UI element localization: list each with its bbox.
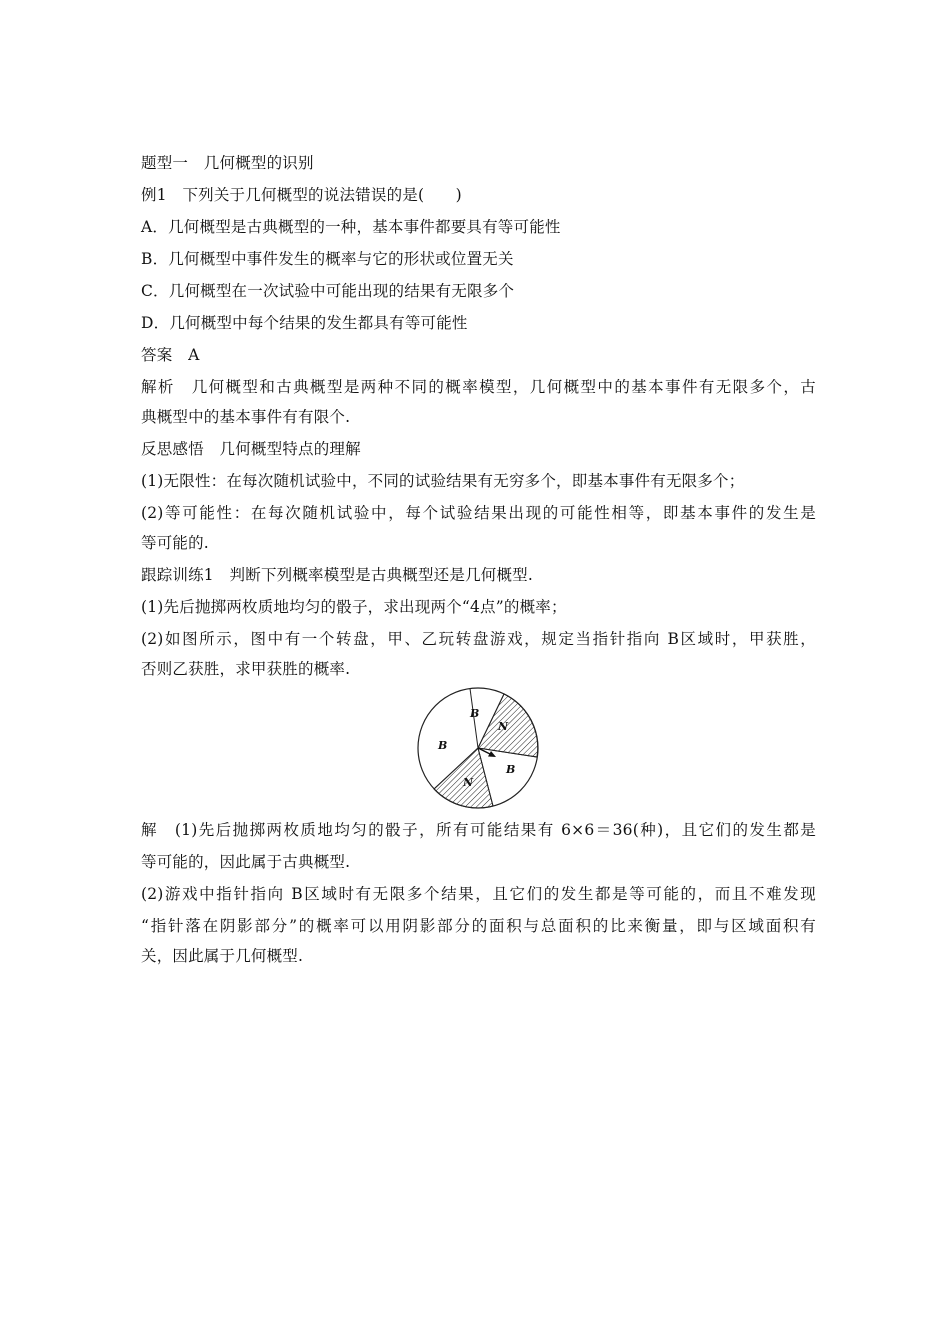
option-d: D．几何概型中每个结果的发生都具有等可能性 [141, 314, 468, 332]
reflection-point-1: (1)无限性：在每次随机试验中，不同的试验结果有无穷多个，即基本事件有无限多个； [141, 472, 745, 490]
section-title: 题型一 几何概型的识别 [141, 154, 314, 172]
label-n-bottom: N [463, 776, 474, 789]
reflection-point-2: (2)等可能性：在每次随机试验中，每个试验结果出现的可能性相等，即基本事件的发生是 [141, 504, 816, 522]
label-b-right: B [506, 763, 516, 776]
option-a: A．几何概型是古典概型的一种，基本事件都要具有等可能性 [141, 218, 561, 236]
solution-line-5: 关，因此属于几何概型. [141, 947, 304, 965]
spinner-figure [416, 686, 540, 810]
training-item-2: (2)如图所示，图中有一个转盘，甲、乙玩转盘游戏，规定当指针指向 B区域时，甲获胜， [141, 630, 816, 648]
training-title: 跟踪训练1 判断下列概率模型是古典概型还是几何概型. [141, 566, 533, 584]
label-b-left: B [438, 739, 448, 752]
solution-line-1: 解 (1)先后抛掷两枚质地均匀的骰子，所有可能结果有 6×6＝36(种)，且它们的发生都是 [141, 821, 816, 839]
solution-line-3: (2)游戏中指针指向 B区域时有无限多个结果，且它们的发生都是等可能的，而且不难发现 [141, 885, 816, 903]
label-n-right: N [498, 720, 509, 733]
option-c: C．几何概型在一次试验中可能出现的结果有无限多个 [141, 282, 515, 300]
solution-line-2: 等可能的，因此属于古典概型. [141, 853, 351, 871]
training-item-2-cont: 否则乙获胜，求甲获胜的概率. [141, 660, 351, 678]
option-b: B．几何概型中事件发生的概率与它的形状或位置无关 [141, 250, 514, 268]
label-b-top: B [470, 707, 480, 720]
reflection-title: 反思感悟 几何概型特点的理解 [141, 440, 361, 458]
analysis-line-1: 解析 几何概型和古典概型是两种不同的概率模型，几何概型中的基本事件有无限多个，古 [141, 378, 816, 396]
analysis-line-2: 典概型中的基本事件有有限个. [141, 408, 351, 426]
example-stem: 例1 下列关于几何概型的说法错误的是( ) [141, 186, 462, 204]
solution-line-4: “指针落在阴影部分”的概率可以用阴影部分的面积与总面积的比来衡量，即与区域面积有 [141, 917, 816, 935]
reflection-point-2-cont: 等可能的. [141, 534, 209, 552]
training-item-1: (1)先后抛掷两枚质地均匀的骰子，求出现两个“4点”的概率； [141, 598, 567, 616]
answer: 答案 A [141, 346, 200, 364]
